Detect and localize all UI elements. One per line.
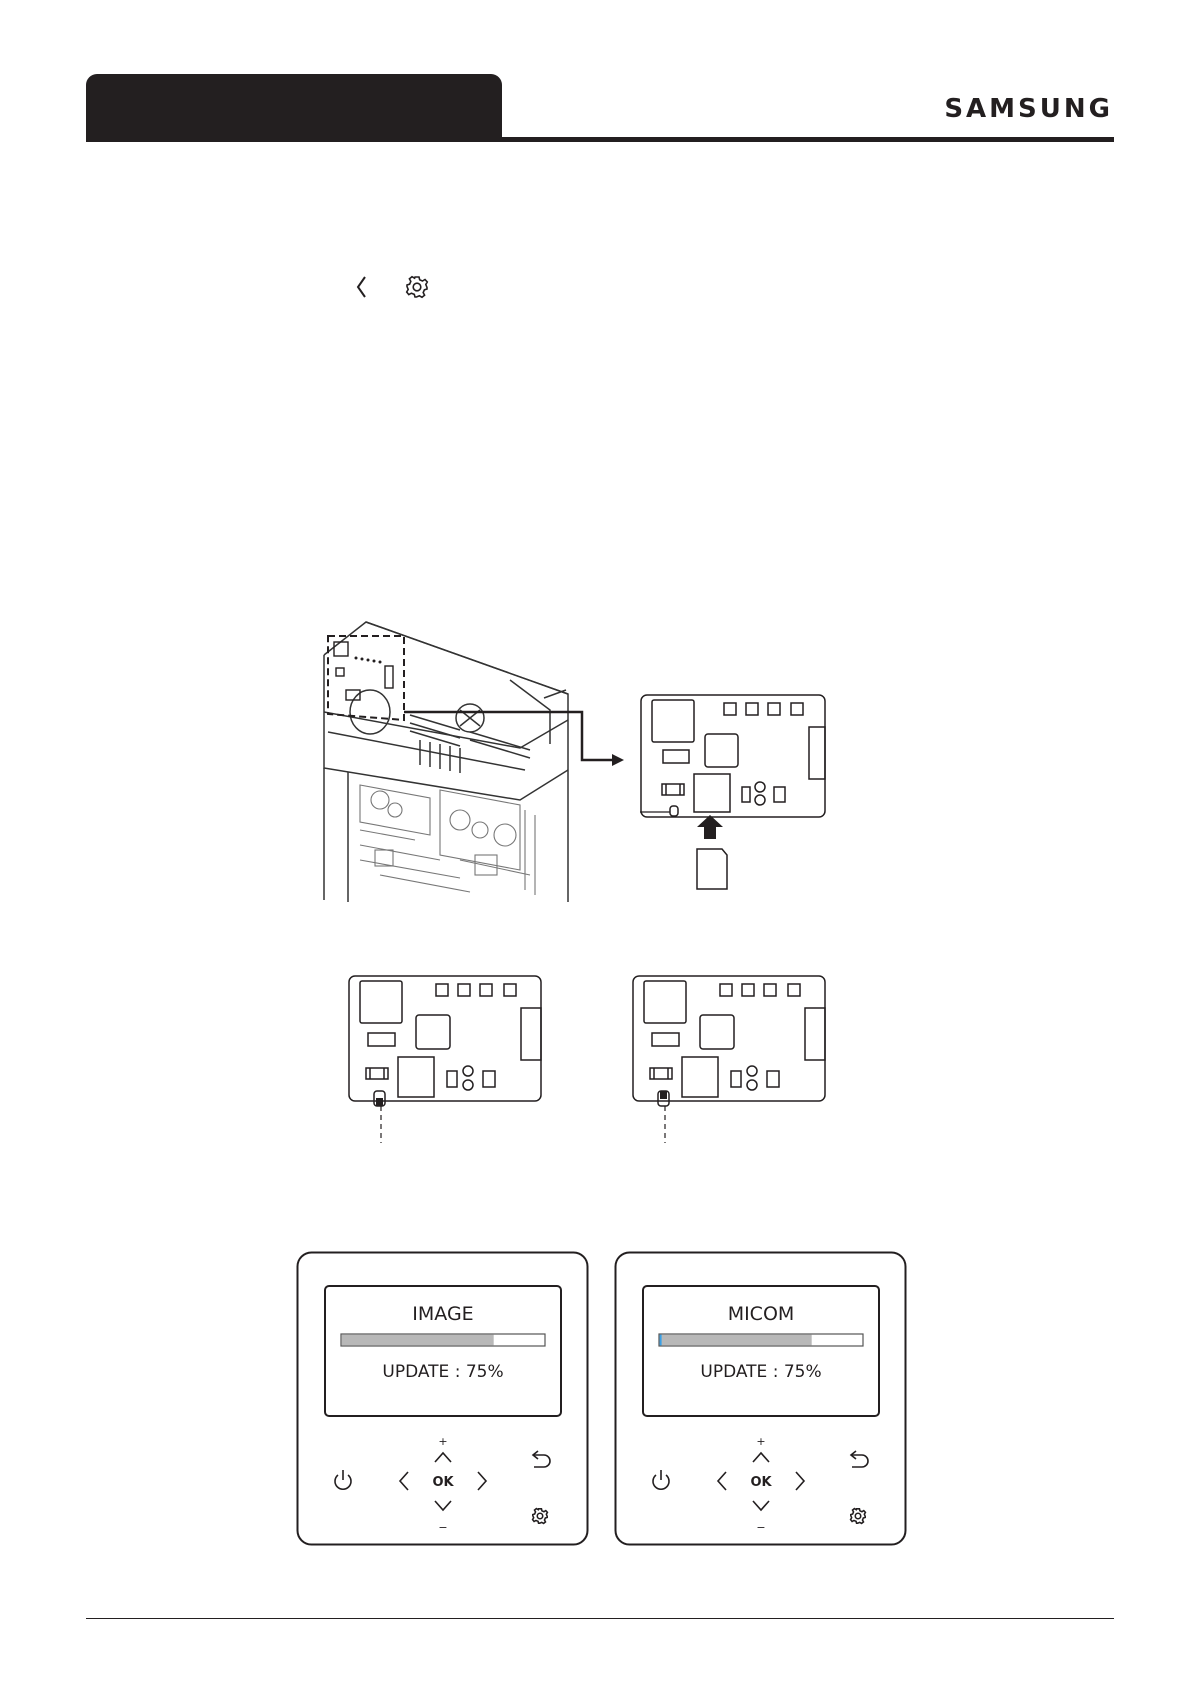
plus-label: +: [438, 1435, 448, 1448]
update-status: UPDATE : 75%: [382, 1362, 504, 1382]
memory-card-icon: [697, 849, 727, 889]
circuit-board-switch-a: [348, 975, 544, 1145]
progress-fill: [660, 1335, 812, 1346]
zoom-arrow: [400, 700, 640, 770]
update-status: UPDATE : 75%: [700, 1362, 822, 1382]
plus-label: +: [756, 1435, 766, 1448]
footer-rule: [86, 1618, 1114, 1619]
memory-card-insert: [690, 815, 734, 895]
ok-button[interactable]: OK: [750, 1475, 772, 1490]
chevron-left-icon: [352, 274, 372, 300]
circuit-board-switch-b: [632, 975, 828, 1145]
ok-button[interactable]: OK: [432, 1475, 454, 1490]
minus-label: −: [438, 1521, 448, 1534]
screen-title: MICOM: [727, 1303, 795, 1325]
header-tab: [86, 74, 502, 140]
header-rule: [86, 137, 1114, 142]
progress-marker: [660, 1335, 662, 1346]
samsung-logo: SAMSUNG: [944, 94, 1113, 124]
gear-icon: [405, 275, 429, 299]
screen-title: IMAGE: [412, 1303, 474, 1325]
controller-micom: [614, 1251, 908, 1547]
progress-fill: [342, 1335, 494, 1346]
minus-label: −: [756, 1521, 766, 1534]
controller-image: [296, 1251, 590, 1547]
circuit-board-enlarged: [640, 694, 826, 820]
